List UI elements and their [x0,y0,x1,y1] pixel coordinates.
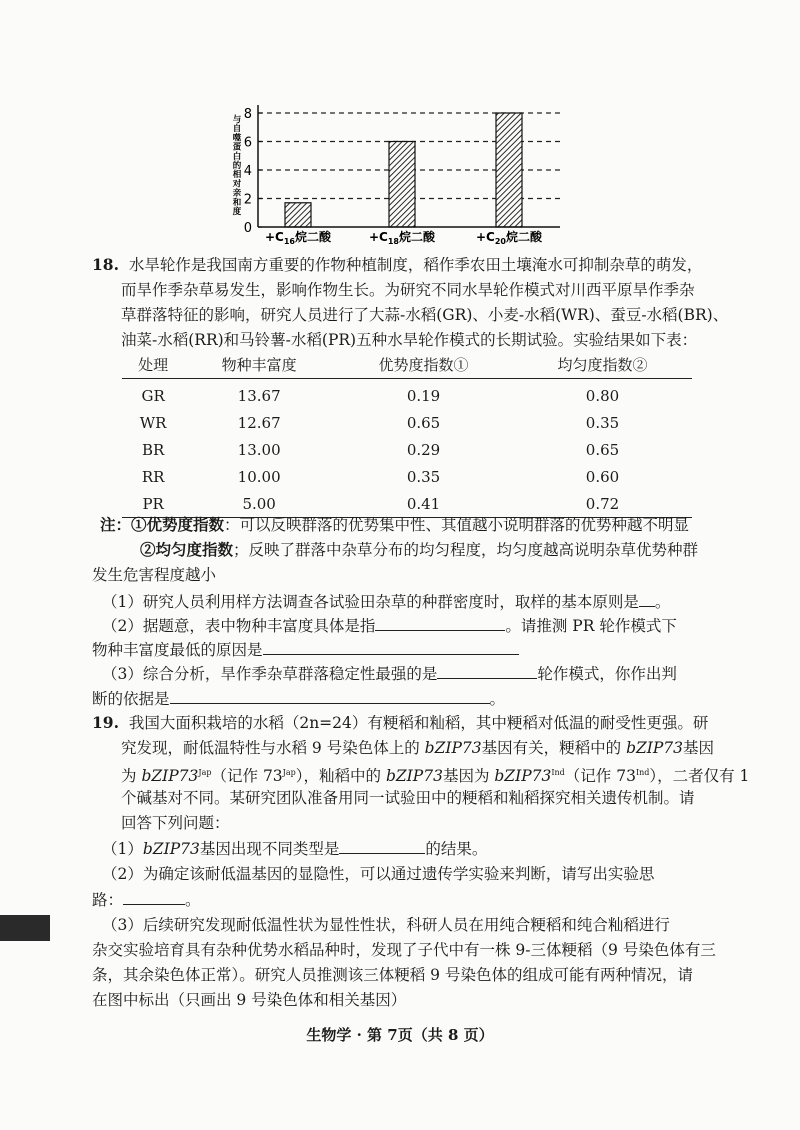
q19-l2c: 基因 [683,739,715,757]
q18-p3-text-a: （3）综合分析，旱作季杂草群落稳定性最强的是 [102,665,438,683]
allele-superscript: Ind [551,768,565,777]
table-cell: 10.00 [237,467,281,486]
answer-blank[interactable] [375,614,505,631]
gene-name: bZIP73 [424,739,482,757]
x-tick-label: $+C_{20}$烷二酸 [475,230,543,246]
q19-part-3-c: 条，其余染色体正常）。研究人员推测该三体粳稻 9 号染色体的组成可能有两种情况，请 [92,966,693,984]
q19-p2b: 路： [92,891,124,909]
q19-line-1 [92,712,708,734]
q19-l3f: ），二者仅有 1 [649,767,750,786]
affinity-bar-chart [0,0,800,260]
q19-part-3: （3）后续研究发现耐低温性状为显性性状，科研人员在用纯合粳稻和纯合籼稻进行 [102,916,670,934]
note2-label: ②均匀度指数 [140,540,234,559]
table-cell: 0.60 [585,467,620,486]
allele-superscript: Ind [635,768,650,777]
q19-l4: 个碱基对不同。某研究团队准备用同一试验田中的粳稻和籼稻探究相关遗传机制。请 [121,789,695,807]
table-header-cell: 处理 [122,350,184,379]
table-row [122,409,692,436]
q18-p3-text-b: 轮作模式，你作出判 [537,665,677,683]
table-cell: 0.65 [406,413,441,432]
answer-blank[interactable] [437,662,537,679]
table-cell: 0.29 [406,440,441,459]
table-cell: BR [141,440,165,459]
q18-p3-text-c: 断的依据是 [92,690,170,708]
q18-line-1 [92,254,702,276]
q18-p2-text-a: （2）据题意，表中物种丰富度具体是指 [102,617,376,635]
table-cell: 12.67 [237,413,281,432]
answer-blank[interactable] [170,687,490,704]
gene-name: bZIP73 [626,739,684,757]
allele-superscript: Jap [198,768,212,777]
table-header-cell: 物种丰富度 [184,350,334,379]
gene-name: bZIP73 [385,767,443,786]
q18-part-1 [102,590,670,613]
gene-name: bZIP73 [142,840,200,858]
q19-l5: 回答下列问题： [121,814,230,832]
page-footer: 生物学 · 第 7页（共 8 页） [306,1026,494,1044]
q19-l3b: （记作 73 [211,767,283,786]
q19-p1c: 的结果。 [425,840,488,858]
q18-note-2 [140,539,698,561]
answer-blank[interactable] [639,590,655,607]
q19-part-2-cont [92,888,201,911]
q19-part-3-b: 杂交实验培育具有杂种优势水稻品种时，发现了子代中有一株 9-三体粳稻（9 号染色体有三 [92,941,716,959]
q19-l3c: ），籼稻中的 [295,767,386,786]
q18-part-2 [102,614,677,637]
table-cell: 0.72 [513,490,692,518]
table-header-row [122,350,692,379]
q19-p2-end: 。 [185,891,201,909]
q19-l2a: 究发现，耐低温特性与水稻 9 号染色体上的 [121,739,425,757]
q19-p1a: （1） [102,840,143,858]
q19-part-2: （2）为确定该耐低温基因的显隐性，可以通过遗传学实验来判断，请写出实验思 [102,865,655,883]
bar [389,142,415,228]
x-tick-label: $+C_{18}$烷二酸 [368,230,436,246]
q18-note-2-cont: 发生危害程度越小 [92,566,217,584]
q18-p2-text-b: 。请推测 PR 轮作模式下 [505,617,677,635]
q19-l2b: 基因有关，粳稻中的 [481,739,627,757]
y-tick-label: 2 [243,192,252,208]
allele-superscript: Jap [282,768,296,777]
table-cell: 0.41 [334,490,513,518]
answer-blank[interactable] [123,888,185,905]
q19-part-3-d: 在图中标出（只画出 9 号染色体和相关基因） [92,991,407,1009]
q19-l3d: 基因为 [442,767,495,786]
q19-l3e: （记作 73 [564,767,636,786]
q19-l1: 我国大面积栽培的水稻（2n=24）有粳稻和籼稻，其中粳稻对低温的耐受性更强。研 [128,714,709,732]
q18-note-1 [100,514,689,536]
y-tick-label: 8 [243,107,252,122]
q18-p1-text: （1）研究人员利用样方法调查各试验田杂草的种群密度时，取样的基本原则是 [102,593,639,611]
x-tick-label: $+C_{16}$烷二酸 [264,230,332,246]
bar [496,113,522,227]
y-tick-label: 4 [243,164,252,179]
y-tick-label: 0 [243,221,252,236]
table-cell: WR [139,413,167,432]
note1-text: ：可以反映群落的优势集中性、其值越小说明群落的优势种越不明显 [224,516,690,534]
table-cell: 0.35 [585,413,620,432]
table-cell: 13.00 [237,440,281,459]
gene-name: bZIP73 [494,767,552,786]
q18-part-2-cont [92,638,519,661]
bar [285,203,311,227]
q18-p1-end: 。 [654,593,671,611]
q18-number: 18. [92,255,119,274]
table-cell: RR [141,467,165,486]
table-header-cell: 均匀度指数② [513,350,692,379]
table-header-cell: 优势度指数① [334,350,513,379]
answer-blank[interactable] [263,638,519,655]
y-axis-label: 与自噬蛋白的相对亲和度 [232,115,242,217]
answer-blank[interactable] [339,837,425,854]
note1-label: 注：①优势度指数 [100,515,225,534]
q19-l3a: 为 [121,767,142,786]
q19-line-3 [121,762,749,787]
table-cell: 0.80 [585,386,620,405]
scan-mark [0,915,50,941]
q18-p2-text-c: 物种丰富度最低的原因是 [92,641,263,659]
q18-intro-1: 水旱轮作是我国南方重要的作物种植制度，稻作季农田土壤淹水可抑制杂草的萌发， [128,256,703,274]
q18-part-3 [102,662,677,685]
q19-part-1 [102,837,487,860]
q18-part-3-cont [92,687,505,710]
table-cell: 0.65 [585,440,620,459]
table-row [122,379,692,410]
gene-name: bZIP73 [141,767,199,786]
table-cell: GR [141,386,165,405]
table-row [122,436,692,463]
table-cell: 0.35 [406,467,441,486]
q18-intro-4: 油菜-水稻(RR)和马铃薯-水稻(PR)五种水旱轮作模式的长期试验。实验结果如下表： [121,331,698,349]
table-row [122,463,692,490]
note2-text: ；反映了群落中杂草分布的均匀程度，均匀度越高说明杂草优势种群 [233,541,699,559]
q18-results-table [122,350,692,518]
q18-p3-end: 。 [489,690,506,708]
y-tick-label: 6 [243,135,252,151]
q18-intro-2: 而旱作季杂草易发生，影响作物生长。为研究不同水旱轮作模式对川西平原旱作季杂 [121,281,695,299]
q18-intro-3: 草群落特征的影响，研究人员进行了大蒜-水稻(GR)、小麦-水稻(WR)、蚕豆-水稻(BR)、 [121,306,729,324]
table-cell: 5.00 [184,490,334,518]
q19-line-2 [121,737,714,759]
table-cell: 0.19 [406,386,441,405]
q19-p1b: 基因出现不同类型是 [199,840,340,858]
table-cell: 13.67 [237,386,281,405]
q19-number: 19. [92,713,119,732]
table-cell: PR [122,490,184,518]
